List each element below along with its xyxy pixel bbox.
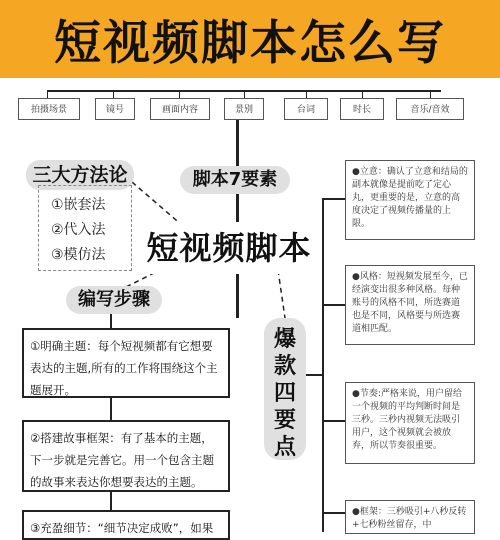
method-item: ③模仿法 [51, 247, 106, 263]
page-title: 短视频脚本怎么写 [54, 15, 446, 71]
element-box: 音乐/音效 [396, 98, 464, 120]
element-box: 镜号 [95, 98, 135, 120]
four-points-label: 爆 款 四 要 点 [264, 318, 306, 460]
element-box: 时长 [340, 98, 384, 120]
point-box: ●风格：短视频发展至今，已经演变出很多种风格。每种账号的风格不同，所选赛道也是不同，风格要与所选赛道相匹配。 [345, 265, 475, 345]
points-connector [322, 198, 345, 200]
steps-connector [110, 398, 112, 420]
element-box: 画面内容 [150, 98, 210, 120]
points-connector [322, 512, 345, 514]
step-box: ③充盈细节：“细节决定成败”，如果 [22, 510, 230, 540]
methods-title: 三大方法论 [26, 160, 134, 190]
method-item: ②代入法 [51, 222, 106, 238]
points-connector [322, 420, 345, 422]
points-connector [322, 304, 345, 306]
steps-connector [110, 314, 112, 328]
element-box: 拍摄场景 [18, 98, 80, 120]
element-box: 景别 [224, 98, 264, 120]
points-bracket [322, 198, 324, 532]
step-box: ②搭建故事框架：有了基本的主题，下一步就是完善它。用一个包含主题的故事来表达你想要表达的主题。 [22, 420, 230, 492]
method-item: ①嵌套法 [51, 197, 106, 213]
point-box: ●立意：确认了立意和结局的副本就像是提前吃了定心丸，更重要的是，立意的高度决定了视频传播量的上限。 [345, 160, 475, 240]
steps-title: 编写步骤 [66, 286, 162, 314]
center-title: 短视频脚本 [140, 222, 318, 274]
step-box: ①明确主题：每个短视频都有它想要表达的主题,所有的工作将围绕这个主题展开。 [22, 328, 230, 398]
point-box: ●框架：三秒吸引+八秒反转+七秒粉丝留存，中 [345, 500, 475, 534]
element-box: 台词 [284, 98, 328, 120]
point-box: ●节奏:严格来说，用户留给一个视频的平均判断时间是三秒。三秒内视频无法吸引用户，这个视频就会被放弃，所以节奏很重要。 [345, 382, 475, 464]
steps-connector [110, 492, 112, 510]
seven-elements-label: 脚本7要素 [180, 166, 290, 194]
methods-list [38, 185, 132, 271]
